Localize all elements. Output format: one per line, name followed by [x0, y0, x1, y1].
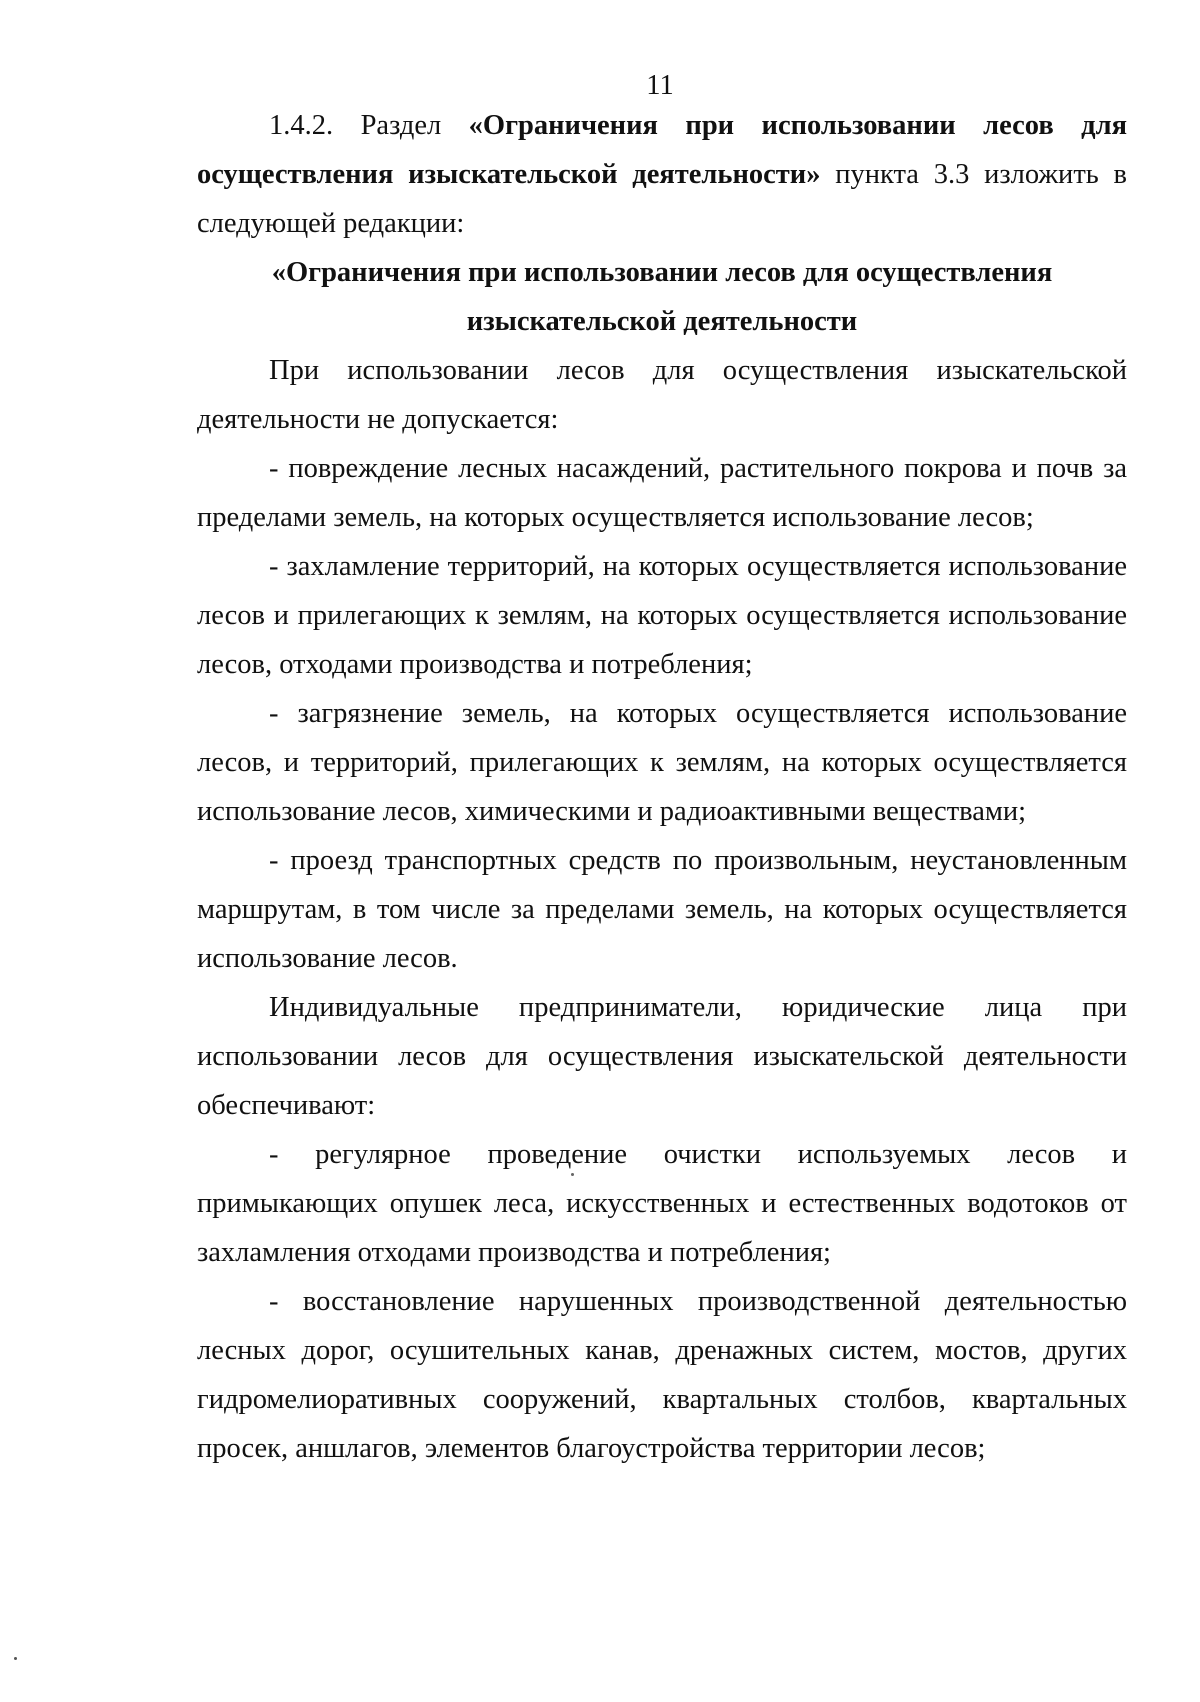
- paragraph-obligations-intro: Индивидуальные предприниматели, юридические лица при использовании лесов для осуществления изыскательской деятельности обеспечивают:: [197, 992, 1127, 1121]
- list-item-damage: - повреждение лесных насаждений, растительного покрова и почв за пределами земель, на которых осуществляется использование лесов;: [197, 453, 1127, 533]
- scan-speck: [14, 1657, 17, 1660]
- section-heading: [197, 248, 1127, 346]
- intro-paragraph: [197, 101, 1127, 248]
- list-item-cleaning: - регулярное проведение очистки используемых лесов и примыкающих опушек леса, искусственных и естественных водотоков от захламления отходами производства и потребления;: [197, 1139, 1127, 1268]
- intro-prefix: 1.4.2. Раздел: [269, 110, 469, 141]
- section-heading-line-2: изыскательской деятельности: [466, 306, 858, 337]
- list-item-restoration: - восстановление нарушенных производственной деятельностью лесных дорог, осушительных канав, дренажных систем, мостов, других гидромелиоративных сооружений, квартальных столбов, квартальных просек, аншлагов, элементов благоустройства территории лесов;: [197, 1286, 1127, 1464]
- paragraph-prohibitions-intro: При использовании лесов для осуществления изыскательской деятельности не допускается:: [197, 355, 1127, 435]
- list-item-vehicle-passage: - проезд транспортных средств по произвольным, неустановленным маршрутам, в том числе за пределами земель, на которых осуществляется использование лесов.: [197, 845, 1127, 974]
- scan-speck: [571, 1173, 574, 1176]
- list-item-pollution: - загрязнение земель, на которых осуществляется использование лесов, и территорий, прилегающих к землям, на которых осуществляется использование лесов, химическими и радиоактивными веществами;: [197, 698, 1127, 827]
- document-body: [197, 101, 1127, 1473]
- section-heading-line-1: «Ограничения при использовании лесов для осуществления: [271, 257, 1053, 288]
- page-number: 11: [646, 70, 674, 101]
- intro-bold-title: «Ограничения при использовании лесов для осуществления изыскательской деятельности»: [197, 110, 1127, 190]
- intro-suffix: пункта 3.3 изложить в следующей редакции:: [197, 159, 1127, 239]
- list-item-littering: - захламление территорий, на которых осуществляется использование лесов и прилегающих к землям, на которых осуществляется использование лесов, отходами производства и потребления;: [197, 551, 1127, 680]
